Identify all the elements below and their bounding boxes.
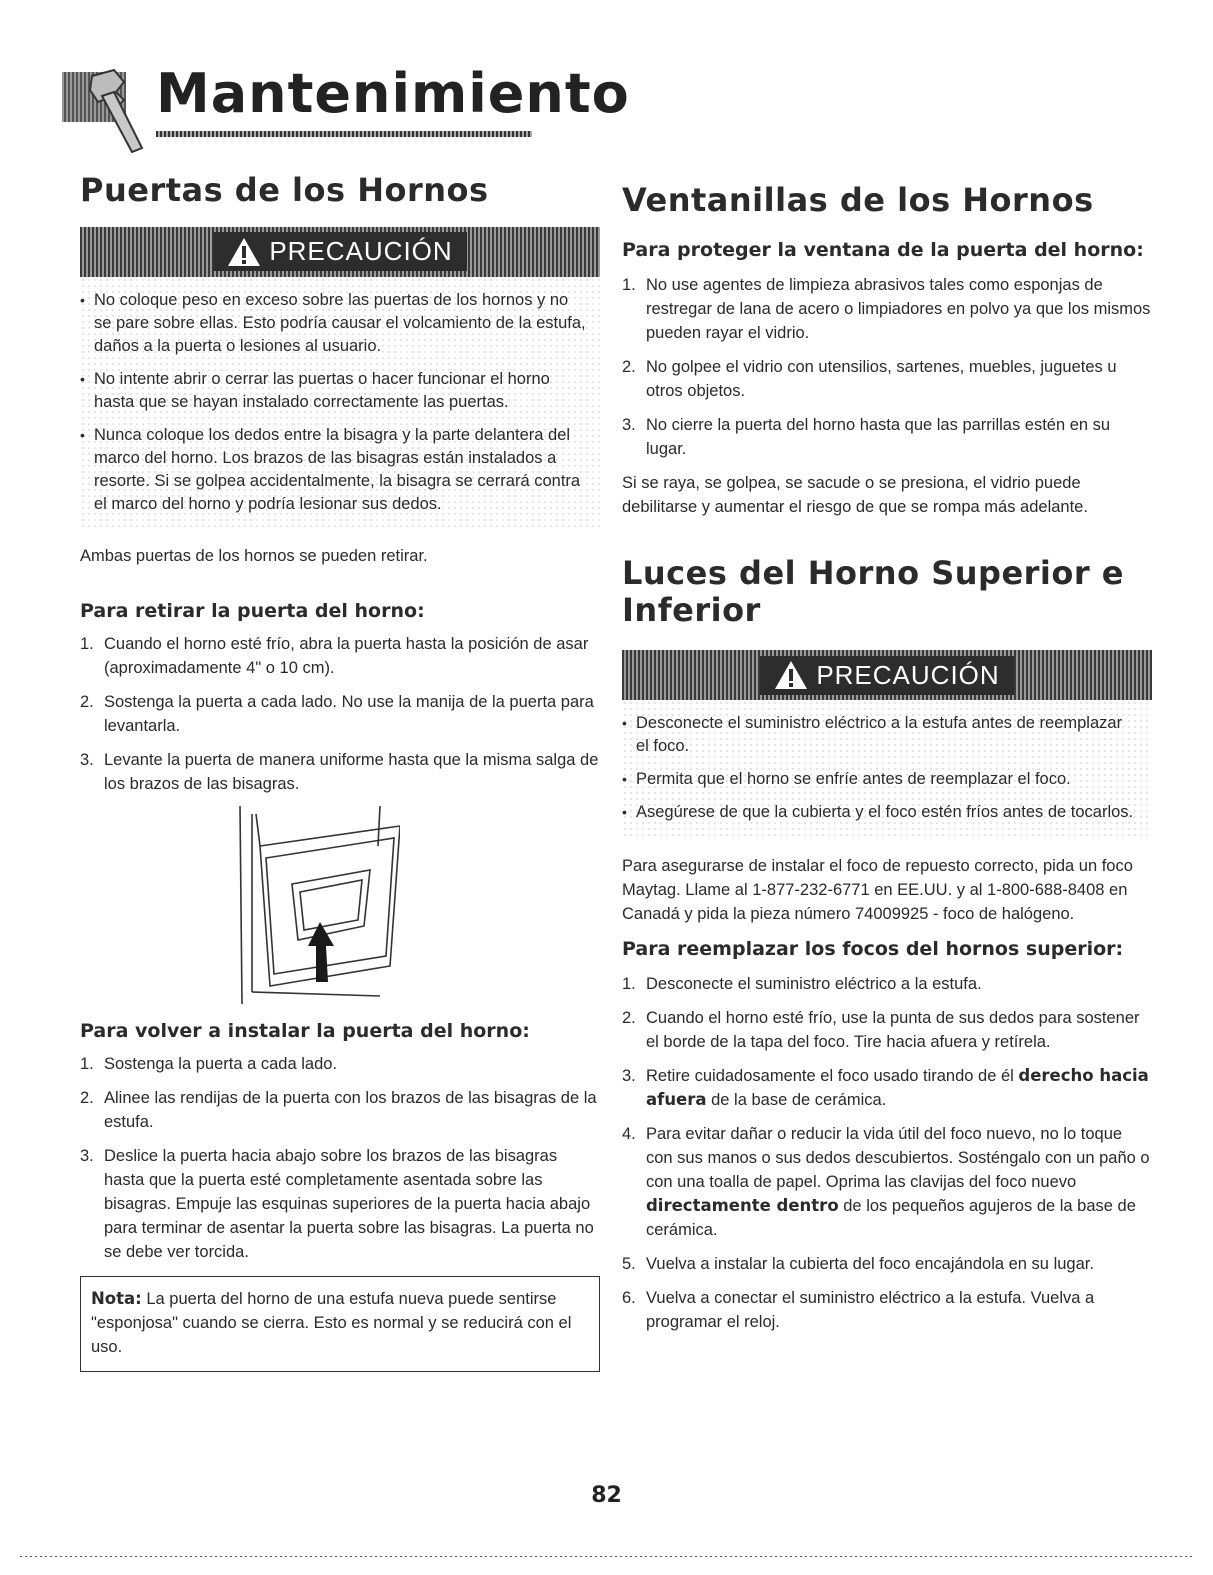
lights-title: Luces del Horno Superior e Inferior: [622, 553, 1124, 629]
caution-box-doors: [80, 227, 600, 528]
replace-bulb-steps: [622, 972, 1152, 1334]
note-label: Nota:: [91, 1288, 142, 1308]
note-text: La puerta del horno de una estufa nueva puede sentirse "esponjosa" cuando se cierra. Esto es normal y se reducirá con el uso.: [91, 1289, 572, 1356]
list-item: 2. No golpee el vidrio con utensilios, sartenes, muebles, juguetes u otros objetos.: [622, 357, 1117, 400]
caution-body: [622, 700, 1152, 836]
list-item: 1. Sostenga la puerta a cada lado.: [80, 1054, 338, 1073]
caution-bullet: • Asegúrese de que la cubierta y el foco estén fríos antes de tocarlos.: [622, 803, 1134, 822]
page-title: Mantenimiento: [156, 62, 630, 125]
windows-paragraph: Si se raya, se golpea, se sacude o se presiona, el vidrio puede debilitarse y aumentar el riesgo de que se rompa más adelante.: [622, 473, 1088, 516]
list-item: 6. Vuelva a conectar el suministro eléctrico a la estufa. Vuelva a programar el reloj.: [622, 1289, 1095, 1332]
list-item: 3. Levante la puerta de manera uniforme hasta que la misma salga de los brazos de las bisagras.: [80, 750, 599, 793]
caution-label: PRECAUCIÓN: [816, 659, 1000, 690]
caution-box-lights: [622, 650, 1152, 836]
list-item: 3. Deslice la puerta hacia abajo sobre los brazos de las bisagras hasta que la puerta esté completamente asentada sobre las bisagras. Empuje las esquinas superiores de la puerta hacia abajo para terminar de asentar la puerta sobre las bisagras. La puerta no se debe ver torcida.: [80, 1146, 594, 1261]
wrench-icon: [62, 66, 154, 158]
list-item: 1. Desconecte el suministro eléctrico a la estufa.: [622, 975, 982, 994]
replace-bulb-title: Para reemplazar los focos del hornos superior:: [622, 938, 1124, 961]
warning-icon: [774, 660, 808, 690]
list-item: 2. Sostenga la puerta a cada lado. No use la manija de la puerta para levantarla.: [80, 692, 594, 735]
list-item: 3. No cierre la puerta del horno hasta que las parrillas estén en su lugar.: [622, 415, 1111, 458]
list-item: 2. Cuando el horno esté frío, use la punta de sus dedos para sostener el borde de la tapa del foco. Tire hacia afuera y retírela.: [622, 1009, 1140, 1052]
windows-steps: [622, 273, 1152, 461]
caution-label: PRECAUCIÓN: [269, 236, 453, 267]
page-number: 82: [591, 1483, 622, 1508]
caution-bullet: • Permita que el horno se enfríe antes de reemplazar el foco.: [622, 770, 1071, 789]
right-column: [622, 182, 1152, 1344]
remove-door-steps: [80, 632, 600, 796]
left-column: [80, 172, 600, 1372]
list-item: 2. Alinee las rendijas de la puerta con los brazos de las bisagras de la estufa.: [80, 1088, 597, 1131]
caution-banner: [622, 650, 1152, 700]
warning-icon: [227, 237, 261, 267]
caution-bullet: • No coloque peso en exceso sobre las puertas de los hornos y no se pare sobre ellas. Esto podría causar el volcamiento de la estufa, daños a la puerta o lesiones al usuario.: [80, 290, 586, 355]
lights-paragraph: Para asegurarse de instalar el foco de repuesto correcto, pida un foco Maytag. Llame al 1-877-232-6771 en EE.UU. y al 1-800-688-8408 en Canadá y pida la pieza número 74009925 - foco de halógeno.: [622, 857, 1133, 924]
list-item: 1. No use agentes de limpieza abrasivos tales como esponjas de restregar de lana de acero o limpiadores en polvo ya que los mismos pueden rayar el vidrio.: [622, 275, 1151, 342]
caution-bullet: • Nunca coloque los dedos entre la bisagra y la parte delantera del marco del horno. Los brazos de las bisagras están instalados a resorte. Si se golpea accidentalmente, la bisagra se cerrará contra el marco del horno y podría lesionar sus dedos.: [80, 425, 581, 513]
doors-title: Puertas de los Hornos: [80, 171, 489, 209]
caution-body: [80, 277, 600, 528]
caution-banner: [80, 227, 600, 277]
list-item: 1. Cuando el horno esté frío, abra la puerta hasta la posición de asar (aproximadamente 4" o 10 cm).: [80, 634, 589, 677]
remove-door-title: Para retirar la puerta del horno:: [80, 599, 425, 622]
doors-intro: Ambas puertas de los hornos se pueden retirar.: [80, 546, 428, 565]
reinstall-door-steps: [80, 1052, 600, 1264]
note-box: [80, 1276, 600, 1372]
list-item: 3. Retire cuidadosamente el foco usado tirando de él derecho hacia afuera de la base de cerámica.: [622, 1066, 1149, 1110]
door-removal-illustration: [230, 806, 400, 1006]
page-header: [62, 48, 630, 158]
caution-bullet: • No intente abrir o cerrar las puertas o hacer funcionar el horno hasta que se hayan instalado correctamente las puertas.: [80, 369, 550, 411]
list-item: 4. Para evitar dañar o reducir la vida útil del foco nuevo, no lo toque con sus manos o sus dedos descubiertos. Sosténgalo con un paño o con una toalla de papel. Oprima las clavijas del foco nuevo directamente dentro de los pequeños agujeros de la base de cerámica.: [622, 1125, 1150, 1240]
list-item: 5. Vuelva a instalar la cubierta del foco encajándola en su lugar.: [622, 1255, 1094, 1274]
title-underline: [156, 131, 532, 137]
footer-rule: [20, 1556, 1193, 1557]
caution-bullet: • Desconecte el suministro eléctrico a la estufa antes de reemplazar el foco.: [622, 714, 1123, 756]
windows-subtitle: Para proteger la ventana de la puerta del horno:: [622, 238, 1144, 261]
reinstall-door-title: Para volver a instalar la puerta del horno:: [80, 1019, 530, 1042]
windows-title: Ventanillas de los Hornos: [622, 181, 1094, 219]
